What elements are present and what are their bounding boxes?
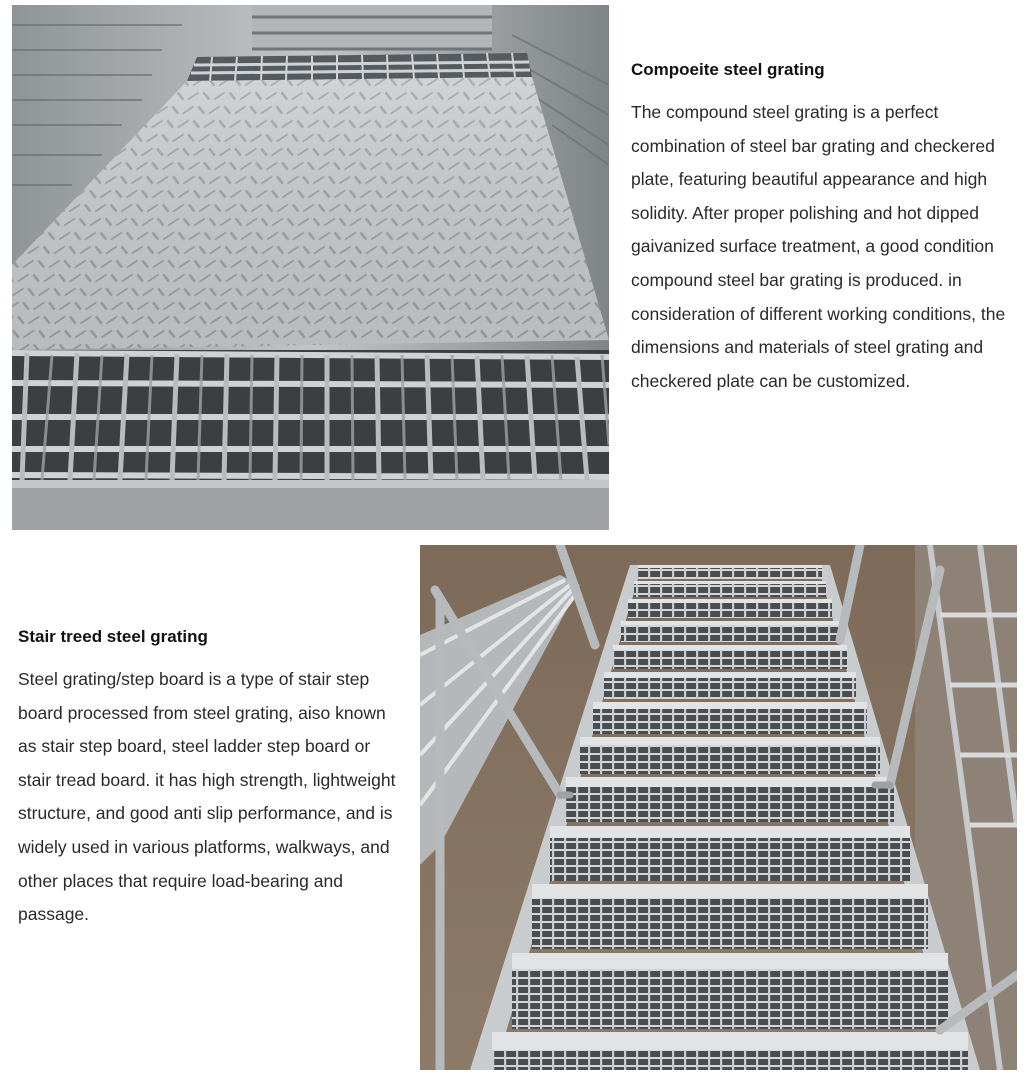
stair-tread-grating-heading: Stair treed steel grating [18, 627, 208, 646]
stair-tread-grating-photo [420, 545, 1017, 1070]
composite-grating-heading: Compoeite steel grating [631, 60, 825, 79]
composite-grating-section [631, 58, 1011, 398]
composite-steel-grating-photo [12, 5, 609, 530]
stair-grating-illustration [420, 545, 1017, 1070]
composite-grating-description: The compound steel grating is a perfect combination of steel bar grating and checkered plate, featuring beautiful appearance and high solidity. After proper polishing and hot dipped gaivanized surface treatment, a good condition compound steel bar grating is produced. in consideration of different working conditions, the dimensions and materials of steel grating and checkered plate can be customized. [631, 102, 1006, 391]
stair-tread-grating-description: Steel grating/step board is a type of stair step board processed from steel grating, aiso known as stair step board, steel ladder step board or stair tread board. it has high strength, lightweight structure, and good anti slip performance, and is widely used in various platforms, walkways, and other places that require load-bearing and passage. [18, 669, 396, 925]
composite-grating-illustration [12, 5, 609, 530]
stair-tread-grating-section [18, 625, 403, 932]
